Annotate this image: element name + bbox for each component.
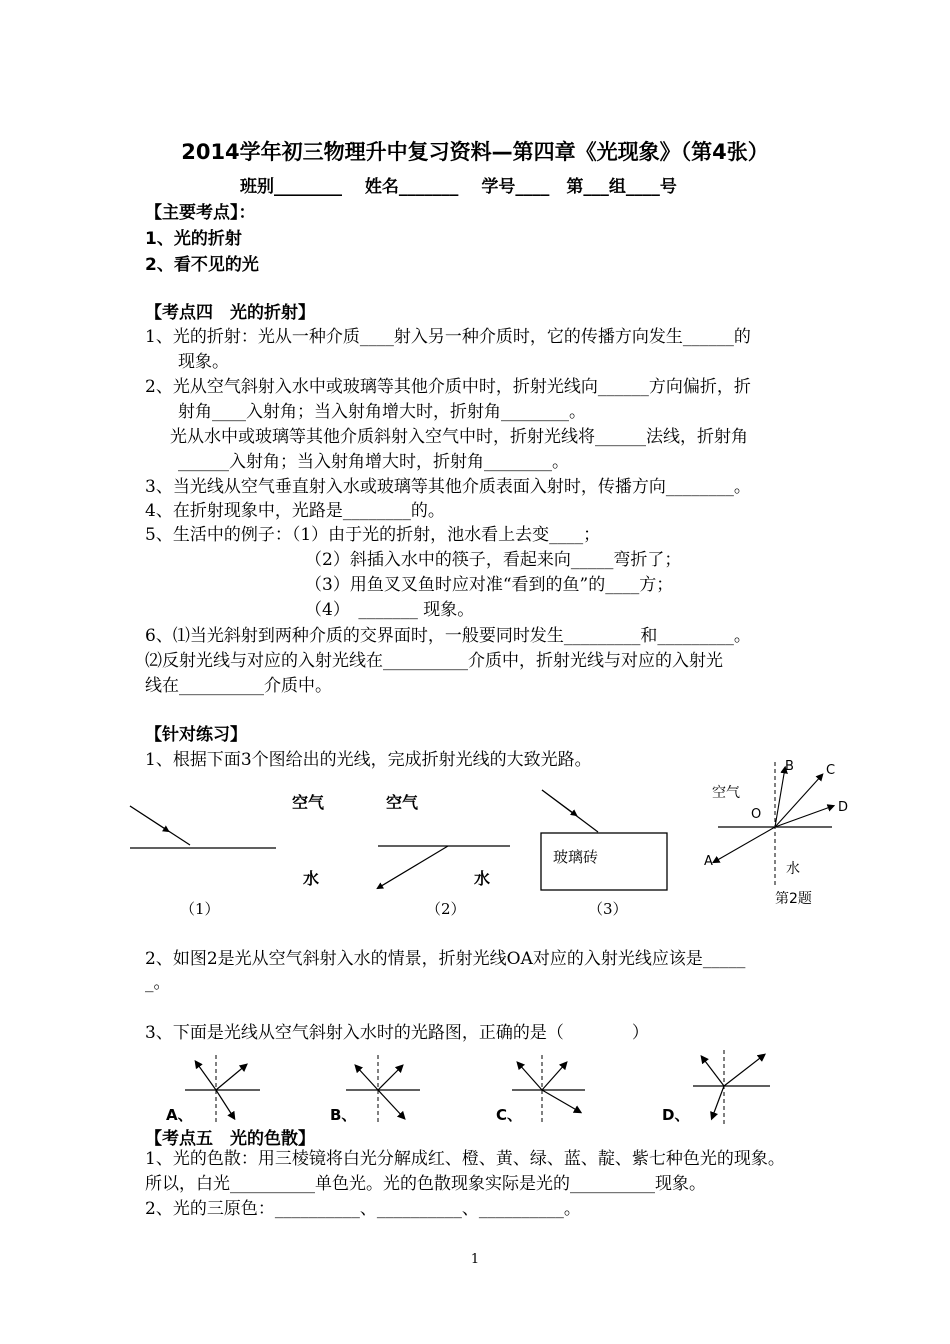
section4-line: ⑵反射光线与对应的入射光线在__________介质中，折射光线与对应的入射光 — [145, 651, 723, 671]
option-d-diagram — [693, 1050, 770, 1125]
fig4-air-label: 空气 — [712, 785, 740, 801]
option-c-label: C、 — [496, 1106, 523, 1124]
main-point-item: 1、光的折射 — [145, 229, 242, 249]
fig4-label-o: O — [751, 807, 762, 822]
section5-line1: 1、光的色散：用三棱镜将白光分解成红、橙、黄、绿、蓝、靛、紫七种色光的现象。 — [145, 1149, 785, 1169]
section4-line: 6、⑴当光斜射到两种介质的交界面时，一般要同时发生_________和_________。 — [145, 626, 751, 646]
section4-line: （2）斜插入水中的筷子，看起来向_____弯折了； — [305, 550, 682, 570]
practice-heading: 【针对练习】 — [145, 725, 247, 745]
section4-line: 射角____入射角；当入射角增大时，折射角________。 — [178, 402, 586, 422]
fig4-water-label: 水 — [786, 861, 800, 877]
section4-line: 光从水中或玻璃等其他介质斜射入空气中时，折射光线将______法线，折射角 — [170, 427, 748, 447]
main-points-heading: 【主要考点】： — [145, 203, 256, 223]
main-point-item: 2、看不见的光 — [145, 255, 259, 275]
section4-line: 4、在折射现象中，光路是________的。 — [145, 501, 445, 521]
option-b-diagram — [346, 1055, 420, 1125]
figure-3 — [541, 790, 667, 890]
section5-line2: 所以，白光__________单色光。光的色散现象实际是光的__________现象。 — [145, 1174, 706, 1194]
section4-line: （3）用鱼叉叉鱼时应对准“看到的鱼”的____方； — [305, 575, 674, 595]
option-d-label: D、 — [662, 1106, 690, 1124]
practice-q2-line2: _。 — [145, 973, 171, 993]
student-info-line: 班别________ 姓名_______ 学号____ 第___组____号 — [240, 177, 677, 197]
section4-line: 线在__________介质中。 — [145, 676, 332, 696]
page-title: 2014学年初三物理升中复习资料—第四章《光现象》（第4张） — [181, 140, 769, 164]
section4-line: ______入射角；当入射角增大时，折射角________。 — [178, 452, 569, 472]
fig2-water-label: 水 — [474, 869, 491, 888]
section5-line3: 2、光的三原色：__________、__________、__________。 — [145, 1199, 581, 1219]
section4-line: 2、光从空气斜射入水中或玻璃等其他介质中时，折射光线向______方向偏折，折 — [145, 377, 751, 397]
section4-line: 3、当光线从空气垂直射入水或玻璃等其他介质表面入射时，传播方向________。 — [145, 477, 751, 497]
option-a-diagram — [185, 1055, 260, 1125]
fig2-air-label: 空气 — [386, 793, 419, 812]
practice-q3: 3、下面是光线从空气斜射入水时的光路图，正确的是（ ） — [145, 1023, 649, 1043]
figure-2 — [378, 846, 510, 888]
fig1-caption: （1） — [180, 900, 220, 918]
section4-heading: 【考点四 光的折射】 — [145, 303, 315, 323]
fig3-glass-label: 玻璃砖 — [553, 848, 599, 866]
fig4-label-a: A — [704, 854, 713, 869]
figure-q2 — [714, 762, 836, 885]
option-b-label: B、 — [330, 1106, 357, 1124]
option-c-diagram — [512, 1055, 585, 1125]
section5-heading: 【考点五 光的色散】 — [145, 1129, 315, 1149]
fig3-caption: （3） — [588, 900, 628, 918]
fig4-label-c: C — [826, 763, 836, 778]
option-a-label: A、 — [166, 1106, 193, 1124]
fig4-label-d: D — [838, 800, 849, 815]
practice-q2-line1: 2、如图2是光从空气斜射入水的情景，折射光线OA对应的入射光线应该是_____ — [145, 949, 746, 969]
fig4-label-b: B — [785, 759, 794, 774]
page-number: 1 — [470, 1252, 480, 1267]
fig1-air-label: 空气 — [292, 793, 325, 812]
figure-1 — [130, 806, 276, 848]
fig1-water-label: 水 — [303, 869, 320, 888]
section4-line: 现象。 — [178, 352, 229, 372]
practice-q1: 1、根据下面3个图给出的光线，完成折射光线的大致光路。 — [145, 750, 592, 770]
section4-line: 5、生活中的例子：（1）由于光的折射，池水看上去变____； — [145, 525, 601, 545]
section4-line: 1、光的折射：光从一种介质____射入另一种介质时，它的传播方向发生______的 — [145, 327, 751, 347]
fig4-caption: 第2题 — [775, 891, 812, 907]
fig2-caption: （2） — [426, 900, 466, 918]
section4-line: （4） _______ 现象。 — [305, 600, 475, 620]
